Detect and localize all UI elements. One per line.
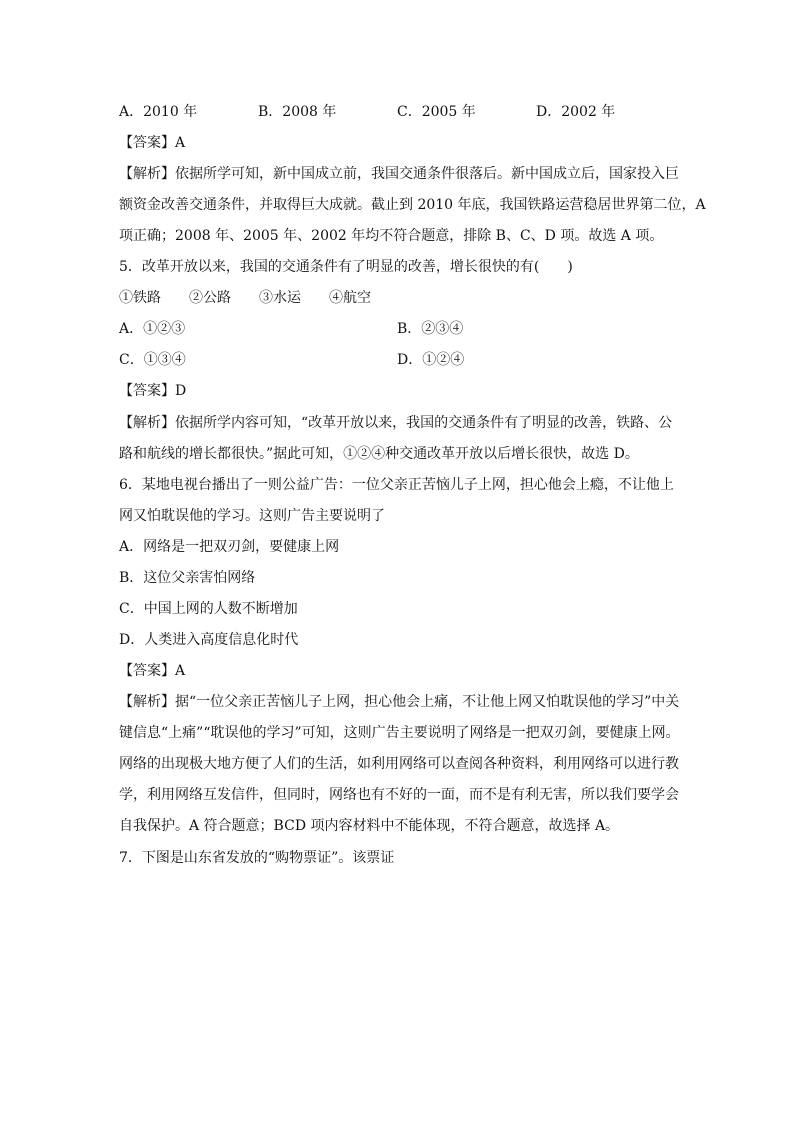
q4-answer: 【答案】A	[119, 135, 186, 151]
q5-analysis-line: 路和航线的增长都很快。”据此可知，①②④种交通改革开放以后增长很快，故选 D。	[119, 446, 639, 462]
q6-analysis-line: 学，利用网络互发信件，但同时，网络也有不好的一面，而不是有利无害，所以我们要学会	[119, 787, 679, 803]
q5-items: ①铁路 ②公路 ③水运 ④航空	[119, 290, 371, 306]
q5-option-b: B．②③④	[397, 321, 464, 337]
q7-stem: 7．下图是山东省发放的“购物票证”。该票证	[119, 850, 395, 866]
q5-analysis-line: 【解析】依据所学内容可知，“改革开放以来，我国的交通条件有了明显的改善，铁路、公	[119, 415, 673, 431]
q5-answer: 【答案】D	[119, 383, 187, 399]
q4-option-d: D．2002 年	[536, 104, 616, 120]
q5-option-d: D．①②④	[397, 352, 465, 368]
q6-option-b: B．这位父亲害怕网络	[119, 570, 256, 586]
q4-option-a: A．2010 年	[119, 104, 198, 120]
q6-option-d: D．人类进入高度信息化时代	[119, 632, 299, 648]
q4-option-b: B．2008 年	[258, 104, 337, 120]
q6-option-c: C．中国上网的人数不断增加	[119, 601, 298, 617]
q6-stem-line: 6．某地电视台播出了一则公益广告：一位父亲正苦恼儿子上网，担心他会上瘾，不让他上	[119, 477, 674, 493]
q6-analysis-line: 【解析】据“一位父亲正苦恼儿子上网，担心他会上痛，不让他上网又怕耽误他的学习”中关	[119, 694, 680, 710]
q4-analysis-line: 项正确；2008 年、2005 年、2002 年均不符合题意，排除 B、C、D 项。故选 A 项。	[119, 228, 664, 244]
q6-answer: 【答案】A	[119, 663, 186, 679]
q4-analysis-line: 【解析】依据所学可知，新中国成立前，我国交通条件很落后。新中国成立后，国家投入巨	[119, 166, 679, 182]
q6-stem-line: 网又怕耽误他的学习。这则广告主要说明了	[119, 508, 385, 524]
q4-option-c: C．2005 年	[397, 104, 476, 120]
q6-analysis-line: 键信息“上痛”“耽误他的学习”可知，这则广告主要说明了网络是一把双刃剑，要健康上网。	[119, 725, 680, 741]
q6-analysis-line: 网络的出现极大地方便了人们的生活，如利用网络可以查阅各种资料，利用网络可以进行教	[119, 756, 679, 772]
q5-option-a: A．①②③	[119, 321, 186, 337]
q5-stem: 5．改革开放以来，我国的交通条件有了明显的改善，增长很快的有( )	[119, 259, 573, 275]
q6-analysis-line: 自我保护。A 符合题意；BCD 项内容材料中不能体现，不符合题意，故选择 A。	[119, 818, 620, 834]
q4-analysis-line: 额资金改善交通条件，并取得巨大成就。截止到 2010 年底，我国铁路运营稳居世界第二位，A	[119, 197, 706, 213]
q5-option-c: C．①③④	[119, 352, 186, 368]
q6-option-a: A．网络是一把双刃剑，要健康上网	[119, 539, 340, 555]
